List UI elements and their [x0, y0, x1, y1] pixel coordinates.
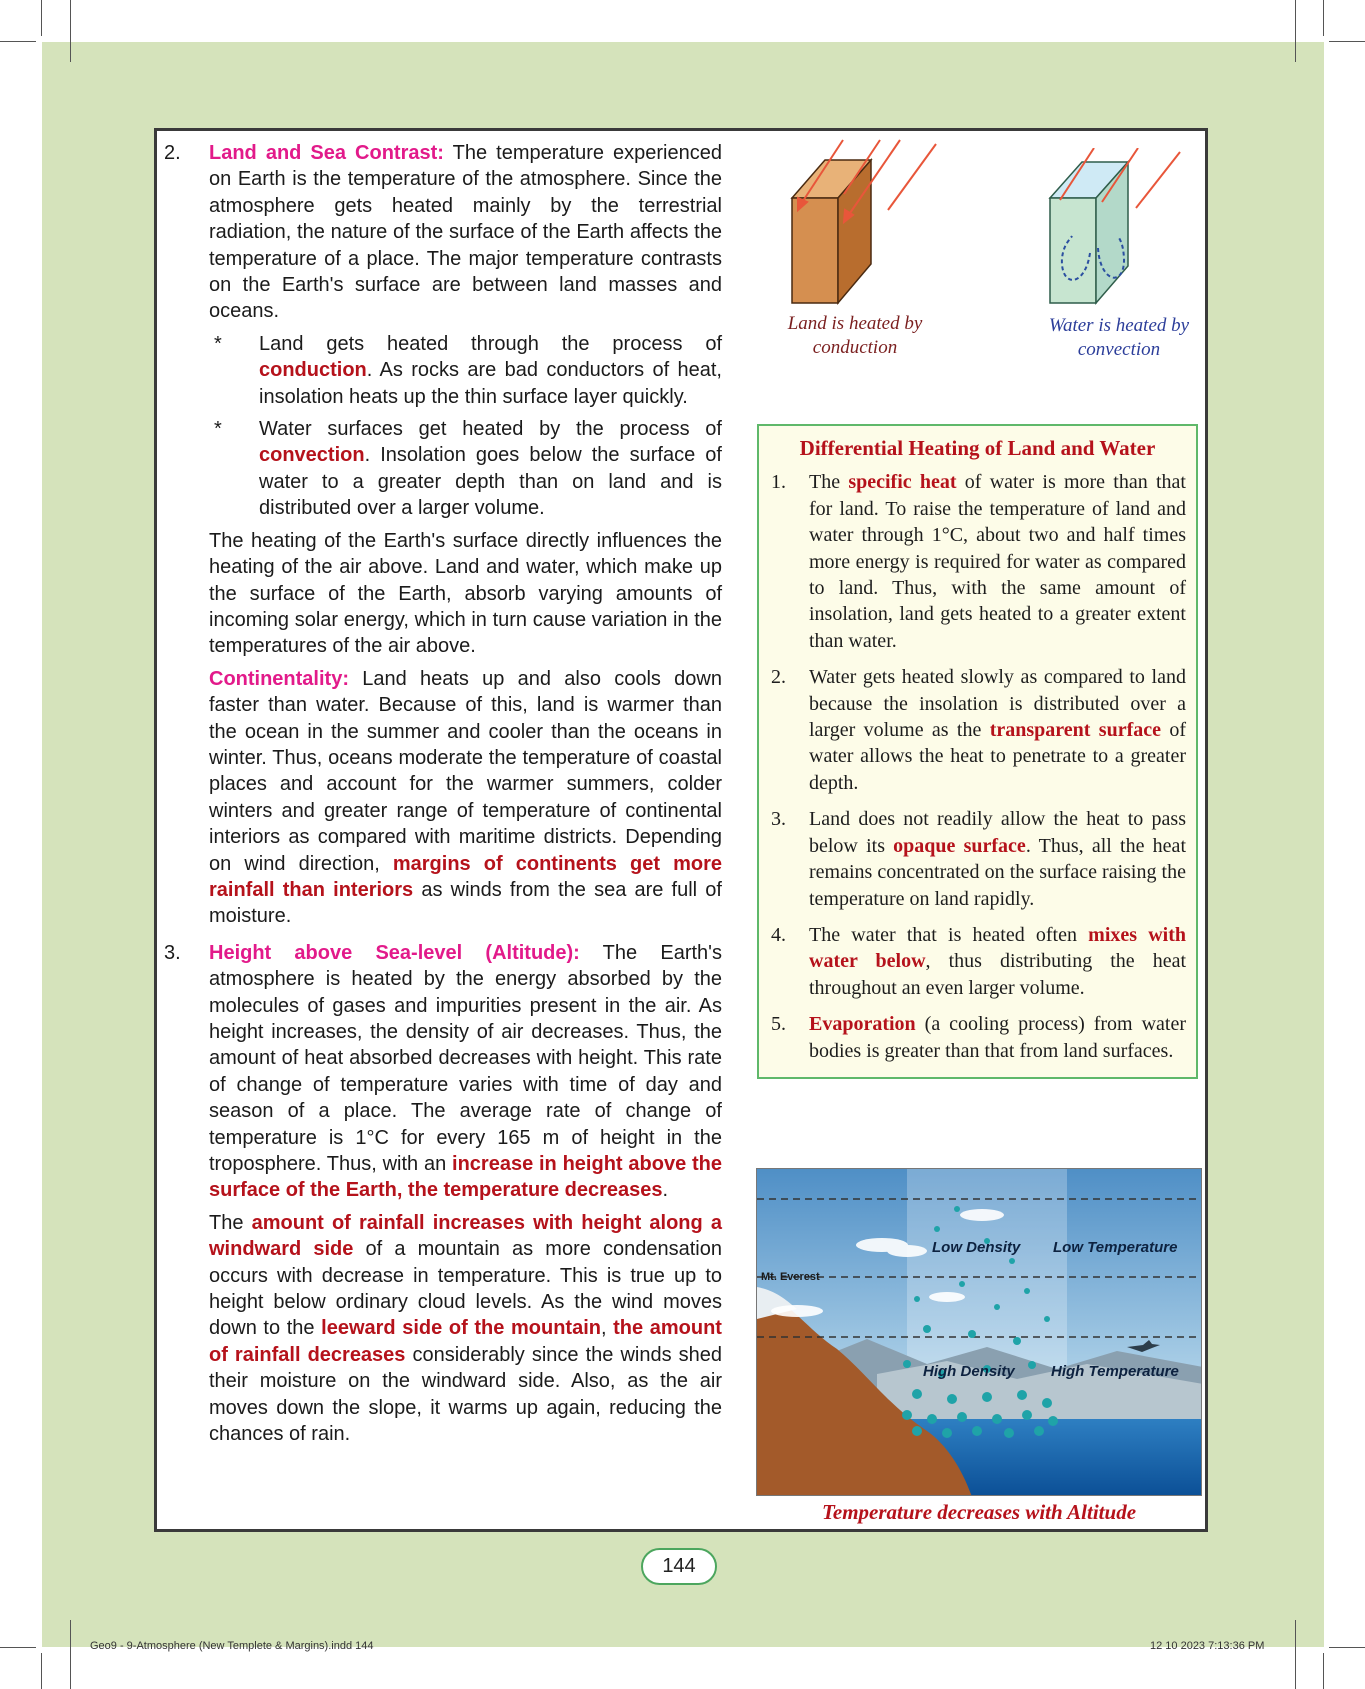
crop-mark	[1329, 41, 1365, 42]
land-caption: Land is heated by conduction	[787, 313, 923, 358]
crop-mark	[70, 0, 71, 62]
box-title: Differential Heating of Land and Water	[799, 436, 1156, 460]
crop-mark	[1323, 0, 1324, 36]
altitude-illustration	[757, 1169, 1202, 1496]
box-item: 4. The water that is heated often mixes with water below, thus distributing the heat throughout an even larger volume.	[771, 923, 1187, 999]
section-altitude: 3. Height above Sea-level (Altitude): The Earth's atmosphere is heated by the energy absorbed by the molecules of gases and impurities present in the air. As height increases, the density of air decreases. Thus, the amount of heat absorbed decreases with height. This rate of change of temperature varies with time of day and season of a place. The average rate of change of temperature is 1°C for every 165 m of height in the troposphere. Thus, with an increase in height above the surface of the Earth, the temperature decreases. The amount of rainfall increases with height along a windward side of a mountain as more condensation occurs with decrease in temperature. This is true up to height below ordinary cloud levels. As the wind moves down to the leeward side of the mountain, the amount of rainfall decreases considerably since the winds shed their moisture on the windward side. Also, as the air moves down the slope, it warms up again, reducing the chances of rain.	[164, 940, 722, 1448]
altitude-figure	[756, 1168, 1202, 1496]
box-item: 3. Land does not readily allow the heat to pass below its opaque surface. Thus, all the heat remains concentrated on the surface raising the temperature on land rapidly.	[771, 808, 1186, 910]
footer-filename: Geo9 - 9-Atmosphere (New Templete & Margins).indd 144	[90, 1640, 374, 1652]
land-conduction-figure	[780, 136, 950, 316]
crop-mark	[41, 0, 42, 36]
section-land-sea-contrast	[164, 140, 722, 930]
low-temperature-label: Low Temperature	[1053, 1239, 1178, 1256]
bullet-convection: * Water surfaces get heated by the process of convection. Insolation goes below the surface of water to a greater depth than on land and is distributed over a larger volume.	[214, 418, 722, 520]
main-text-column	[164, 140, 722, 1448]
everest-label: Mt. Everest	[761, 1271, 820, 1283]
crop-mark	[1295, 0, 1296, 62]
altitude-caption: Temperature decreases with Altitude	[821, 1500, 1137, 1524]
bullet-conduction: * Land gets heated through the process of conduction. As rocks are bad conductors of heat, insolation heats up the thin surface layer quickly.	[214, 332, 722, 408]
water-convection-figure	[1040, 148, 1200, 308]
page-number: 144	[641, 1548, 717, 1585]
section-heading: Land and Sea Contrast:	[209, 142, 444, 164]
section-number: 3.	[164, 941, 181, 964]
section-number: 2.	[164, 142, 181, 164]
section-heading: Height above Sea-level (Altitude):	[209, 941, 580, 964]
crop-mark	[1295, 1620, 1296, 1689]
section-intro: Land and Sea Contrast: The temperature experienced on Earth is the temperature of the atmosphere. Since the atmosphere gets heated mainly by the terrestrial radiation, the nature of the surface of the Earth affects the temperature of a place. The major temperature contrasts on the Earth's surface are between land masses and oceans.	[209, 142, 722, 323]
paragraph-continentality: Continentality: Land heats up and also cools down faster than water. Because of this, land is warmer than the ocean in the summer and cooler than the oceans in winter. Thus, oceans moderate the temperature of coastal places and account for the warmer summers, colder winters and greater range of temperature of continental interiors as compared with maritime districts. Depending on wind direction, margins of continents get more rainfall than interiors as winds from the sea are full of moisture.	[209, 667, 722, 928]
crop-mark	[0, 41, 36, 42]
high-density-label: High Density	[923, 1363, 1015, 1380]
crop-mark	[0, 1647, 36, 1648]
box-item: 5. Evaporation (a cooling process) from water bodies is greater than that from land surfaces.	[771, 1013, 1186, 1062]
paragraph-rainfall: The amount of rainfall increases with height along a windward side of a mountain as more condensation occurs with decrease in temperature. This is true up to height below ordinary cloud levels. As the wind moves down to the leeward side of the mountain, the amount of rainfall decreases considerably since the winds shed their moisture on the windward side. Also, as the air moves down the slope, it warms up again, reducing the chances of rain.	[209, 1211, 722, 1446]
high-temperature-label: High Temperature	[1051, 1363, 1179, 1380]
crop-mark	[1323, 1653, 1324, 1689]
paragraph-surface-heating: The heating of the Earth's surface directly influences the heating of the air above. Land and water, which make up the surface of the Earth, absorb varying amounts of incoming solar energy, which in turn cause variation in the temperatures of the air above.	[209, 529, 722, 658]
crop-mark	[1329, 1647, 1365, 1648]
differential-heating-box	[757, 424, 1198, 1079]
water-caption: Water is heated by convection	[1048, 315, 1190, 360]
crop-mark	[70, 1620, 71, 1689]
crop-mark	[41, 1653, 42, 1689]
box-item: 1. The specific heat of water is more than that for land. To raise the temperature of land and water through 1°C, about two and half times more energy is required for water as compared to land. Thus, with the same amount of insolation, land gets heated to a greater extent than water.	[771, 471, 1186, 652]
box-item: 2. Water gets heated slowly as compared to land because the insolation is distributed over a larger volume as the transparent surface of water allows the heat to penetrate to a greater depth.	[771, 666, 1186, 794]
low-density-label: Low Density	[932, 1239, 1021, 1256]
footer-timestamp: 12 10 2023 7:13:36 PM	[1150, 1640, 1265, 1652]
